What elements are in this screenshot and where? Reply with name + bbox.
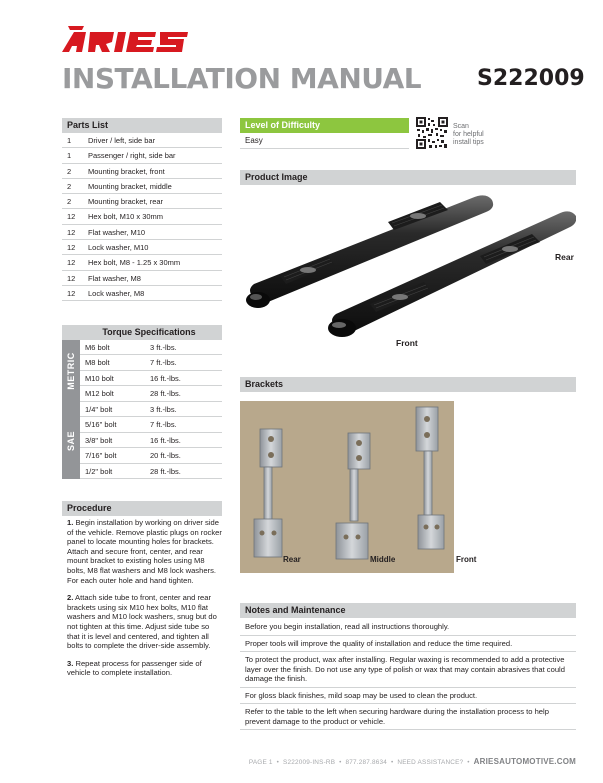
scan-caption: Scan for helpful install tips xyxy=(453,123,484,146)
part-desc: Mounting bracket, rear xyxy=(88,197,164,207)
torque-value: 16 ft.-lbs. xyxy=(150,373,181,383)
part-desc: Hex bolt, M10 x 30mm xyxy=(88,212,164,222)
part-qty: 12 xyxy=(67,258,76,268)
torque-row xyxy=(80,464,222,479)
step-number: 3. xyxy=(67,658,74,668)
torque-sae-group xyxy=(62,402,222,479)
part-qty: 2 xyxy=(67,181,72,191)
difficulty-value: Easy xyxy=(240,133,409,149)
torque-value: 7 ft.-lbs. xyxy=(150,420,177,430)
torque-value: 28 ft.-lbs. xyxy=(150,466,181,476)
qr-code-icon[interactable] xyxy=(416,117,448,149)
procedure-step xyxy=(62,518,222,585)
part-desc: Flat washer, M8 xyxy=(88,273,141,283)
part-qty: 12 xyxy=(67,227,76,237)
parts-row xyxy=(62,255,222,270)
torque-bolt: 3/8" bolt xyxy=(85,435,113,445)
torque-row xyxy=(80,355,222,370)
part-qty: 12 xyxy=(67,243,76,253)
step-text: Repeat process for passenger side of vehicle to complete installation. xyxy=(67,658,202,678)
part-desc: Driver / left, side bar xyxy=(88,136,156,145)
part-qty: 1 xyxy=(67,136,72,145)
footer-phone: 877.287.8634 xyxy=(345,759,388,766)
note-item: Before you begin installation, read all instructions thoroughly. xyxy=(240,619,576,636)
parts-row xyxy=(62,286,222,301)
parts-row xyxy=(62,179,222,194)
torque-value: 7 ft.-lbs. xyxy=(150,358,177,368)
parts-row xyxy=(62,271,222,286)
bracket-label-front: Front xyxy=(456,555,477,564)
torque-row xyxy=(80,433,222,448)
parts-row xyxy=(62,225,222,240)
notes-list xyxy=(240,619,576,730)
parts-list-heading: Parts List xyxy=(62,118,222,133)
torque-bolt: 1/4" bolt xyxy=(85,405,113,414)
product-image-heading: Product Image xyxy=(240,170,576,185)
bracket-label-rear: Rear xyxy=(283,555,301,564)
part-qty: 1 xyxy=(67,151,72,161)
footer-assist: NEED ASSISTANCE? xyxy=(397,759,464,766)
footer-website-link[interactable]: ARIESAUTOMOTIVE.COM xyxy=(473,757,576,766)
procedure-steps xyxy=(62,518,222,686)
part-desc: Hex bolt, M8 - 1.25 x 30mm xyxy=(88,258,181,268)
torque-value: 3 ft.-lbs. xyxy=(150,405,177,414)
step-text: Attach side tube to front, center and rear brackets using six M10 hex bolts, M10 flat washers and M10 lock washers, snug but do not tighten at this time. Adjust side tube so that it is level and centered, and tighten all bolts to complete the driver-side assembly. xyxy=(67,593,217,651)
torque-row xyxy=(80,386,222,401)
procedure-step xyxy=(62,659,222,678)
bracket-label-middle: Middle xyxy=(370,555,396,564)
sae-band: SAE xyxy=(62,402,80,479)
parts-row xyxy=(62,240,222,255)
page-title: INSTALLATION MANUAL xyxy=(62,62,422,95)
parts-row xyxy=(62,164,222,179)
note-item: Refer to the table to the left when securing hardware during the installation process to help prevent damage to the product or vehicle. xyxy=(240,704,576,730)
front-bar-label: Front xyxy=(396,338,418,348)
part-qty: 12 xyxy=(67,273,76,283)
note-item: For gloss black finishes, mild soap may be used to clean the product. xyxy=(240,688,576,705)
torque-row xyxy=(80,340,222,355)
torque-value: 20 ft.-lbs. xyxy=(150,451,181,461)
part-desc: Lock washer, M8 xyxy=(88,288,145,298)
procedure-heading: Procedure xyxy=(62,501,222,516)
step-number: 1. xyxy=(67,518,74,527)
torque-row xyxy=(80,417,222,432)
footer-page: PAGE 1 xyxy=(248,759,273,766)
part-qty: 2 xyxy=(67,166,72,176)
footer-doc: S222009-INS-RB xyxy=(283,759,336,766)
torque-bolt: M8 bolt xyxy=(85,358,110,368)
torque-heading: Torque Specifications xyxy=(62,325,222,340)
torque-bolt: 1/2" bolt xyxy=(85,466,113,476)
brackets-illustration xyxy=(240,401,454,573)
step-number: 2. xyxy=(67,593,74,603)
part-desc: Mounting bracket, front xyxy=(88,166,165,176)
part-desc: Lock washer, M10 xyxy=(88,243,149,253)
part-number: S222009 xyxy=(477,66,585,91)
page-footer: PAGE 1 • S222009-INS-RB • 877.287.8634 • NEED ASSISTANCE? • ARIESAUTOMOTIVE.COM xyxy=(248,757,576,766)
torque-row xyxy=(80,448,222,463)
brackets-photo xyxy=(240,401,454,573)
part-qty: 12 xyxy=(67,212,76,222)
parts-row xyxy=(62,148,222,163)
torque-bolt: M10 bolt xyxy=(85,373,114,383)
torque-bolt: M6 bolt xyxy=(85,343,110,352)
part-desc: Passenger / right, side bar xyxy=(88,151,176,161)
part-desc: Flat washer, M10 xyxy=(88,227,146,237)
torque-bolt: 7/16" bolt xyxy=(85,451,117,461)
part-qty: 2 xyxy=(67,197,72,207)
torque-row xyxy=(80,402,222,417)
torque-value: 3 ft.-lbs. xyxy=(150,343,177,352)
procedure-step xyxy=(62,593,222,651)
rear-bar-label: Rear xyxy=(555,252,574,262)
parts-row xyxy=(62,194,222,209)
torque-bolt: 5/16" bolt xyxy=(85,420,117,430)
parts-row xyxy=(62,133,222,148)
part-qty: 12 xyxy=(67,288,76,298)
torque-row xyxy=(80,371,222,386)
step-text: Begin installation by working on driver side of the vehicle. Remove plastic plugs on rocker panel to locate mounting holes for brackets. Attach and secure front, center, and rear mount bracket to existing holes using M8 bolts, M8 flat washers and M8 lock washers. For each outer hole and hand tighten. xyxy=(67,518,222,585)
aries-logo xyxy=(62,26,202,52)
parts-row xyxy=(62,209,222,224)
notes-heading: Notes and Maintenance xyxy=(240,603,576,618)
torque-value: 28 ft.-lbs. xyxy=(150,389,181,399)
torque-metric-group xyxy=(62,340,222,402)
part-desc: Mounting bracket, middle xyxy=(88,181,172,191)
torque-bolt: M12 bolt xyxy=(85,389,114,399)
brackets-heading: Brackets xyxy=(240,377,576,392)
note-item: To protect the product, wax after installing. Regular waxing is recommended to add a protective layer over the finish. Do not use any type of polish or wax that may contain abrasives that could damage the finish. xyxy=(240,652,576,688)
metric-band: METRIC xyxy=(62,340,80,402)
parts-list-table xyxy=(62,133,222,301)
torque-value: 16 ft.-lbs. xyxy=(150,435,181,445)
note-item: Proper tools will improve the quality of installation and reduce the time required. xyxy=(240,636,576,653)
difficulty-heading: Level of Difficulty xyxy=(240,118,409,133)
